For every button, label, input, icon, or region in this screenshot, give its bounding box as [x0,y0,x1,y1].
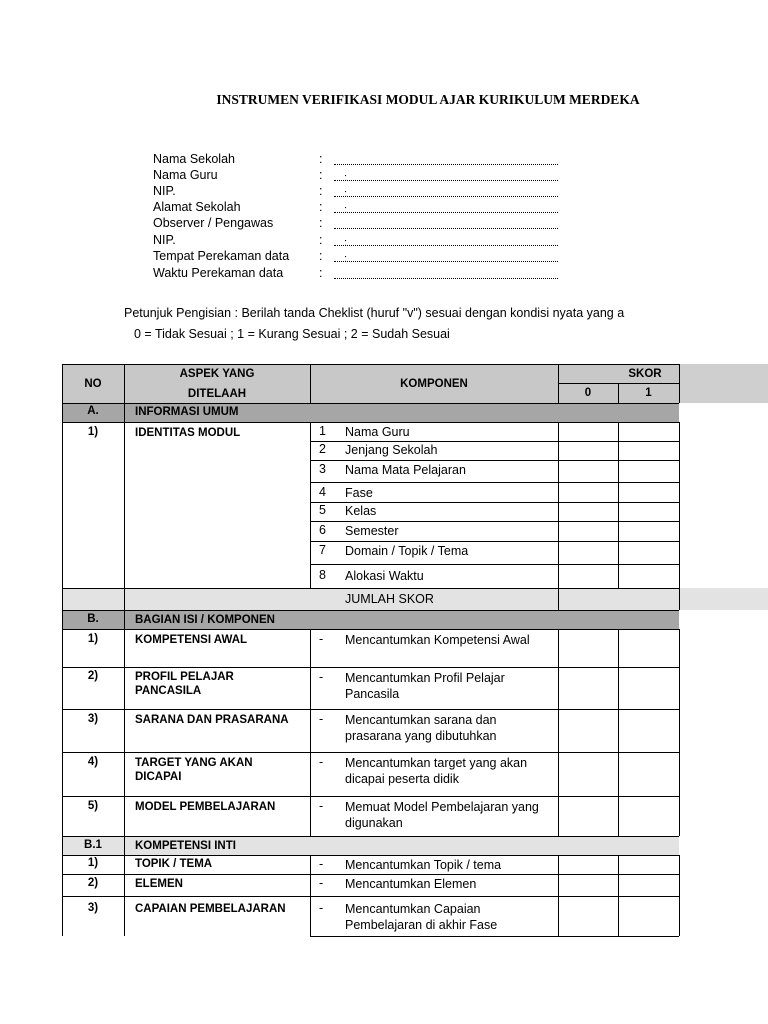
row-no: 3) [87,902,99,914]
section-a-title: INFORMASI UMUM [135,406,239,418]
item-number: 3 [319,462,326,476]
row-dash: - [319,632,324,646]
identity-fill-line[interactable] [334,196,558,197]
identity-fill-line[interactable] [334,180,558,181]
identity-label: Observer / Pengawas [153,216,274,230]
identity-inner-colon: : [344,172,348,184]
item-number: 7 [319,543,326,557]
identity-colon: : [319,216,323,230]
identity-fill-line[interactable] [334,164,558,165]
header-skor-1: 1 [645,387,652,399]
skor-side-bg [679,364,768,403]
identity-colon: : [319,152,323,166]
identity-label: Nama Guru [153,168,218,182]
header-no: NO [84,377,102,390]
identity-colon: : [319,200,323,214]
identity-fill-line[interactable] [334,278,558,279]
identity-inner-colon: : [344,188,348,200]
identitas-no: 1) [87,426,99,438]
item-number: 6 [319,523,326,537]
filling-instructions: Petunjuk Pengisian : Berilah tanda Cheklist (huruf "v") sesuai dengan kondisi nyata yang a [124,306,625,320]
identity-inner-colon: : [344,204,348,216]
item-text: Nama Mata Pelajaran [345,463,466,477]
row-dash: - [319,901,324,915]
row-no: 5) [87,800,99,812]
row-komponen: Memuat Model Pembelajaran yang digunakan [345,800,539,830]
header-aspek-line2: DITELAAH [187,387,247,400]
section-b1-no: B.1 [84,839,102,851]
item-text: Alokasi Waktu [345,569,424,583]
item-text: Jenjang Sekolah [345,443,438,457]
header-aspek-line1: ASPEK YANG [179,368,255,380]
item-text: Kelas [345,504,377,518]
jumlah-skor-label: JUMLAH SKOR [345,592,434,606]
row-aspek: KOMPETENSI AWAL [135,634,248,646]
item-number: 5 [319,503,326,517]
identity-colon: : [319,184,323,198]
item-text: Semester [345,524,399,538]
row-dash: - [319,799,324,813]
row-no: 4) [87,756,99,768]
row-dash: - [319,857,324,871]
identity-colon: : [319,266,323,280]
identity-label: Alamat Sekolah [153,200,241,214]
row-aspek: SARANA DAN PRASARANA [135,714,289,726]
identity-fill-line[interactable] [334,212,558,213]
row-komponen: Mencantumkan target yang akan dicapai peserta didik [345,756,528,786]
row-komponen: Mencantumkan Topik / tema [345,858,502,872]
row-no: 2) [87,670,99,682]
identity-inner-colon: : [344,253,348,265]
identity-colon: : [319,233,323,247]
row-komponen: Mencantumkan Capaian Pembelajaran di akhir Fase [345,902,498,932]
identity-label: Nama Sekolah [153,152,235,166]
row-komponen: Mencantumkan Profil Pelajar Pancasila [345,671,505,701]
row-aspek: PROFIL PELAJAR PANCASILA [135,671,234,697]
identity-inner-colon: : [344,237,348,249]
row-dash: - [319,755,324,769]
section-a-no: A. [87,405,99,417]
row-aspek: ELEMEN [135,878,183,890]
identity-colon: : [319,249,323,263]
item-text: Nama Guru [345,425,410,439]
document-title: INSTRUMEN VERIFIKASI MODUL AJAR KURIKULUM MERDEKA [216,92,640,107]
identity-label: NIP. [153,233,176,247]
row-aspek: TOPIK / TEMA [135,858,213,870]
row-no: 1) [87,633,99,645]
item-number: 2 [319,442,326,456]
identity-label: Tempat Perekaman data [153,249,290,263]
row-no: 2) [87,877,99,889]
identity-fill-line[interactable] [334,261,558,262]
section-b-no: B. [87,613,99,625]
header-skor: SKOR [628,367,662,380]
section-b-title: BAGIAN ISI / KOMPONEN [135,614,275,626]
item-text: Fase [345,486,373,500]
identity-fill-line[interactable] [334,228,558,229]
row-komponen: Mencantumkan sarana dan prasarana yang dibutuhkan [345,713,497,743]
row-aspek: CAPAIAN PEMBELAJARAN [135,903,286,915]
header-komponen: KOMPONEN [400,377,468,390]
row-aspek: TARGET YANG AKAN DICAPAI [135,757,253,783]
item-text: Domain / Topik / Tema [345,544,469,558]
row-komponen: Mencantumkan Elemen [345,877,477,891]
item-number: 1 [319,424,326,438]
row-komponen: Mencantumkan Kompetensi Awal [345,633,530,647]
row-aspek: MODEL PEMBELAJARAN [135,801,276,813]
row-dash: - [319,712,324,726]
row-dash: - [319,670,324,684]
identity-colon: : [319,168,323,182]
identitas-aspek: IDENTITAS MODUL [135,427,241,439]
identity-fill-line[interactable] [334,245,558,246]
item-number: 4 [319,485,326,499]
item-number: 8 [319,568,326,582]
row-dash: - [319,876,324,890]
identity-label: NIP. [153,184,176,198]
row-no: 1) [87,857,99,869]
identity-label: Waktu Perekaman data [153,266,284,280]
header-skor-0: 0 [584,387,592,399]
row-no: 3) [87,713,99,725]
section-b1-title: KOMPETENSI INTI [135,840,236,852]
score-scale: 0 = Tidak Sesuai ; 1 = Kurang Sesuai ; 2 = Sudah Sesuai [134,327,450,341]
